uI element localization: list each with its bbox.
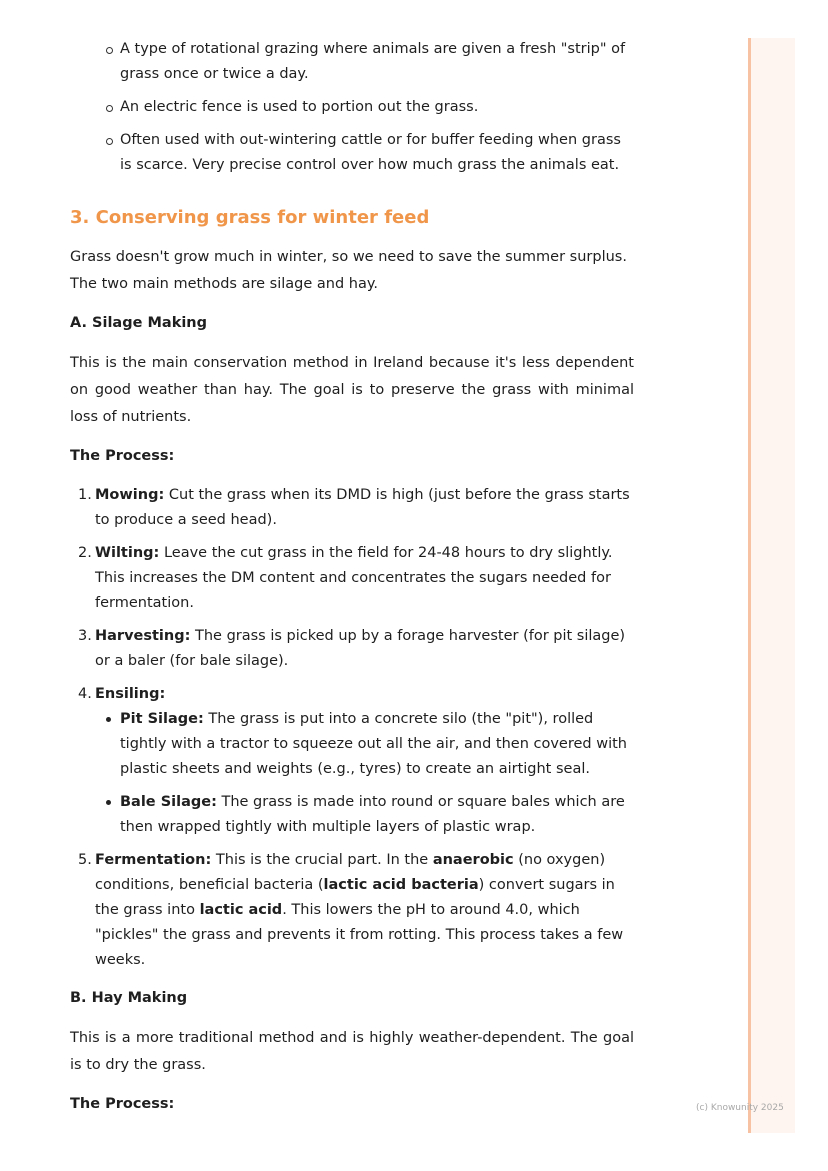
step-text: ) convert sugars in the grass into bbox=[95, 877, 615, 918]
step-number: 1. bbox=[78, 487, 92, 503]
step-text: This is the crucial part. In the bbox=[211, 852, 433, 868]
bold-term: anaerobic bbox=[432, 852, 514, 868]
section-heading: 3. Conserving grass for winter feed bbox=[70, 207, 430, 228]
step-term: Ensiling: bbox=[95, 686, 166, 702]
step-text: Leave the cut grass in the field for 24-48 hours to dry slightly. This increases the DM content and concentrates the sugars needed for fermentation. bbox=[95, 545, 613, 611]
step-number: 5. bbox=[78, 852, 92, 868]
step-text: . This lowers the pH to around 4.0, which "pickles" the grass and prevents it from rotting. This process takes a few weeks. bbox=[95, 902, 624, 968]
process-heading: The Process: bbox=[70, 448, 175, 464]
silage-steps bbox=[70, 483, 634, 973]
bold-term: lactic acid bacteria bbox=[323, 877, 479, 893]
subsection-heading-hay: B. Hay Making bbox=[70, 990, 188, 1006]
silage-intro: This is the main conservation method in Ireland because it's less dependent on good weather than hay. The goal is to preserve the grass with minimal loss of nutrients. bbox=[70, 355, 634, 425]
copyright-footer: (c) Knowunity 2025 bbox=[696, 1103, 784, 1113]
step-number: 2. bbox=[78, 545, 92, 561]
sub-text: The grass is put into a concrete silo (the "pit"), rolled tightly with a tractor to squeeze out all the air, and then covered with plastic sheets and weights (e.g., tyres) to create an airtight seal. bbox=[120, 711, 627, 777]
strip-grazing-bullets bbox=[70, 37, 634, 178]
step-term: Wilting: bbox=[95, 545, 160, 561]
step-term: Fermentation: bbox=[95, 852, 212, 868]
list-item: An electric fence is used to portion out the grass. bbox=[120, 95, 634, 120]
step-number: 4. bbox=[78, 686, 92, 702]
list-item bbox=[78, 682, 634, 840]
sub-text: The grass is made into round or square bales which are then wrapped tightly with multiple layers of plastic wrap. bbox=[120, 794, 625, 835]
document-content bbox=[70, 37, 634, 1131]
step-number: 3. bbox=[78, 628, 92, 644]
subsection-heading-silage: A. Silage Making bbox=[70, 315, 208, 331]
sub-term: Bale Silage: bbox=[120, 794, 217, 810]
margin-band bbox=[748, 38, 795, 1133]
list-item bbox=[120, 790, 634, 840]
hay-intro: This is a more traditional method and is highly weather-dependent. The goal is to dry the grass. bbox=[70, 1030, 634, 1073]
list-item bbox=[78, 624, 634, 674]
step-term: Mowing: bbox=[95, 487, 165, 503]
list-item bbox=[120, 707, 634, 782]
process-heading: The Process: bbox=[70, 1096, 175, 1112]
ensiling-sublist bbox=[95, 707, 634, 840]
list-item: A type of rotational grazing where animals are given a fresh "strip" of grass once or twice a day. bbox=[120, 37, 634, 87]
section-intro: Grass doesn't grow much in winter, so we need to save the summer surplus. The two main methods are silage and hay. bbox=[70, 249, 627, 292]
sub-term: Pit Silage: bbox=[120, 711, 204, 727]
bold-term: lactic acid bbox=[199, 902, 283, 918]
step-text: (no oxygen) conditions, beneficial bacteria ( bbox=[95, 852, 606, 893]
list-item bbox=[78, 848, 634, 973]
list-item bbox=[78, 541, 634, 616]
step-term: Harvesting: bbox=[95, 628, 191, 644]
step-text: The grass is picked up by a forage harvester (for pit silage) or a baler (for bale silage). bbox=[95, 628, 626, 669]
list-item bbox=[78, 483, 634, 533]
step-text: Cut the grass when its DMD is high (just before the grass starts to produce a seed head). bbox=[95, 487, 630, 528]
list-item: Often used with out-wintering cattle or for buffer feeding when grass is scarce. Very precise control over how much grass the animals eat. bbox=[120, 128, 634, 178]
